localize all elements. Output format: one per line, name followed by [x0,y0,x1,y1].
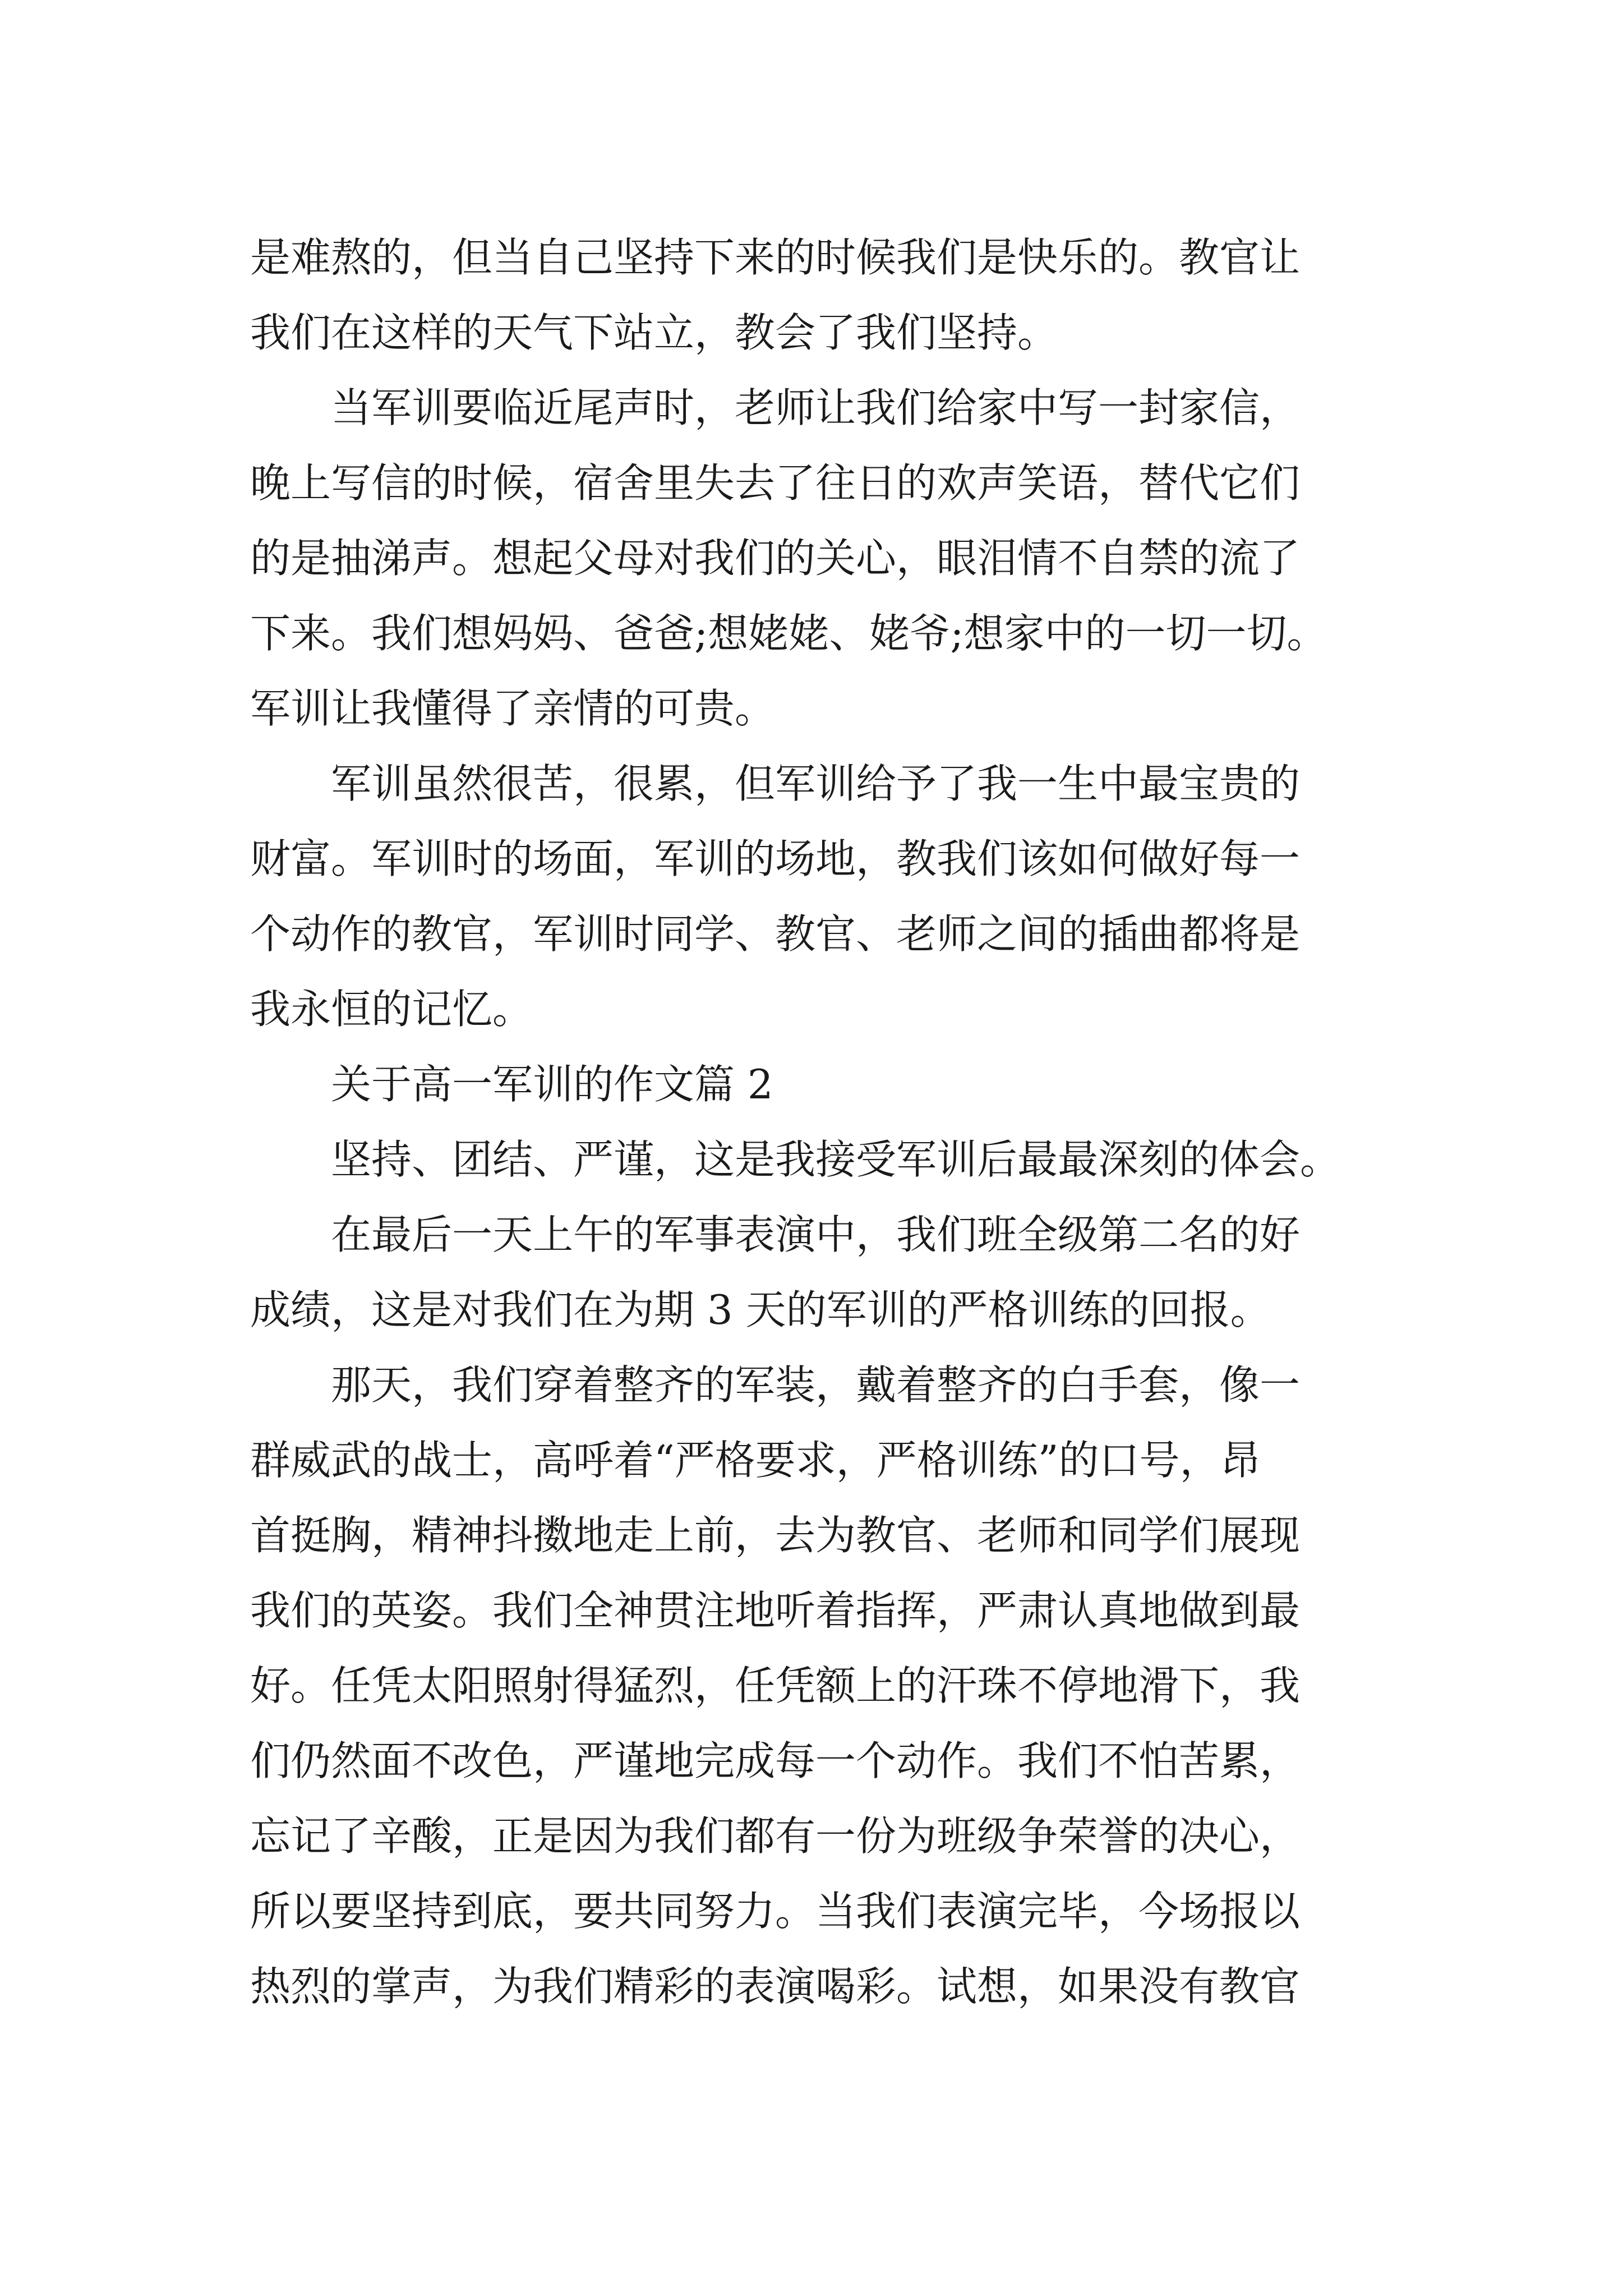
text-line: 忘记了辛酸，正是因为我们都有一份为班级争荣誉的决心， [250,1812,1301,1860]
text-line: 的是抽涕声。想起父母对我们的关心，眼泪情不自禁的流了 [250,535,1301,582]
text-line: 好。任凭太阳照射得猛烈，任凭额上的汗珠不停地滑下，我 [250,1662,1301,1709]
text-line: 所以要坚持到底，要共同努力。当我们表演完毕，今场报以 [250,1888,1301,1935]
paragraph-start-line: 在最后一天上午的军事表演中，我们班全级第二名的好 [331,1211,1301,1258]
text-line: 晚上写信的时候，宿舍里失去了往日的欢声笑语，替代它们 [250,459,1301,507]
text-line: 是难熬的，但当自己坚持下来的时候我们是快乐的。教官让 [250,234,1301,281]
text-line: 我们的英姿。我们全神贯注地听着指挥，严肃认真地做到最 [250,1587,1301,1634]
document-page [250,220,1377,2024]
text-line: 下来。我们想妈妈、爸爸;想姥姥、姥爷;想家中的一切一切。 [250,610,1327,657]
paragraph-start-line: 那天，我们穿着整齐的军装，戴着整齐的白手套，像一 [331,1361,1301,1409]
text-line: 我们在这样的天气下站立，教会了我们坚持。 [250,309,1058,356]
text-line: 财富。军训时的场面，军训的场地，教我们该如何做好每一 [250,835,1301,882]
section-heading: 关于高一军训的作文篇 2 [331,1061,773,1108]
text-line: 我永恒的记忆。 [250,986,533,1033]
paragraph-start-line: 当军训要临近尾声时，老师让我们给家中写一封家信， [331,384,1301,431]
paragraph-start-line: 军训虽然很苦，很累，但军训给予了我一生中最宝贵的 [331,760,1301,807]
text-line: 军训让我懂得了亲情的可贵。 [250,685,776,732]
text-line: 首挺胸，精神抖擞地走上前，去为教官、老师和同学们展现 [250,1512,1301,1559]
paragraph-start-line: 坚持、团结、严谨，这是我接受军训后最最深刻的体会。 [331,1136,1341,1183]
text-line: 们仍然面不改色，严谨地完成每一个动作。我们不怕苦累， [250,1737,1301,1784]
text-line: 群威武的战士，高呼着“严格要求，严格训练”的口号，昂 [250,1437,1261,1484]
text-line: 热烈的掌声，为我们精彩的表演喝彩。试想，如果没有教官 [250,1963,1301,2010]
text-line: 成绩，这是对我们在为期 3 天的军训的严格训练的回报。 [250,1286,1271,1333]
text-line: 个动作的教官，军训时同学、教官、老师之间的插曲都将是 [250,910,1301,958]
